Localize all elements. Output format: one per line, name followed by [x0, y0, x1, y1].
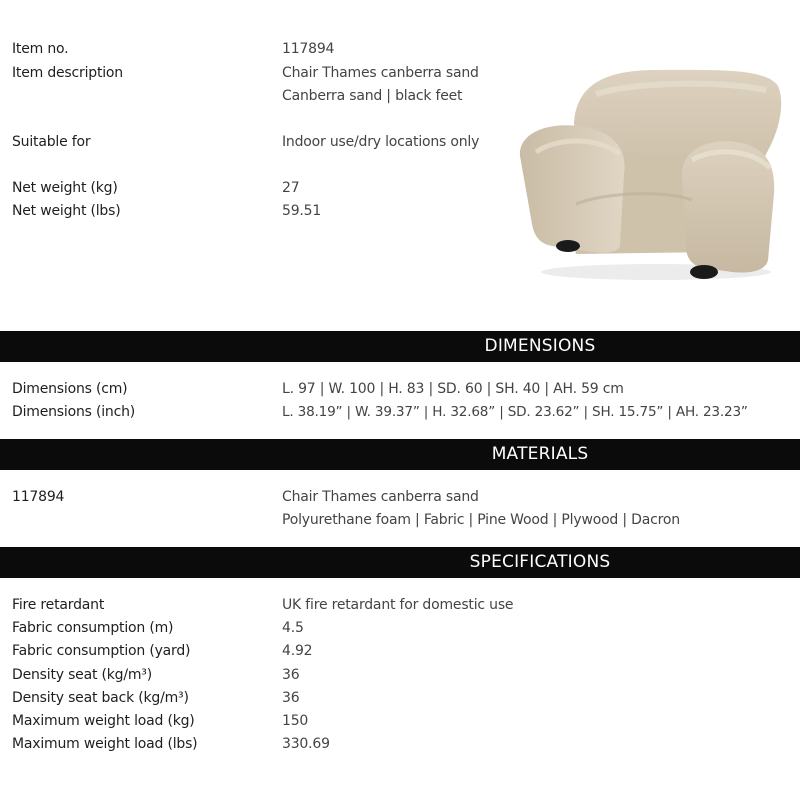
dimensions-inch-value: L. 38.19” | W. 39.37” | H. 32.68” | SD. 23.62” | SH. 15.75” | AH. 23.23” — [282, 404, 748, 420]
suitable-for-value: Indoor use/dry locations only — [282, 134, 480, 150]
spec-label: Maximum weight load (kg) — [12, 713, 195, 729]
spec-label: Fabric consumption (yard) — [12, 643, 191, 659]
net-weight-lbs-label: Net weight (lbs) — [12, 203, 121, 219]
spec-label: Density seat (kg/m³) — [12, 667, 152, 683]
product-image-chair — [516, 64, 786, 288]
net-weight-kg-label: Net weight (kg) — [12, 180, 118, 196]
dimensions-heading: DIMENSIONS — [484, 336, 596, 356]
spec-value: 150 — [282, 713, 309, 729]
net-weight-kg-value: 27 — [282, 180, 300, 196]
materials-item-no: 117894 — [12, 489, 65, 505]
item-description-line2: Canberra sand | black feet — [282, 88, 463, 104]
materials-header-bar — [0, 439, 800, 470]
specifications-heading: SPECIFICATIONS — [469, 552, 611, 572]
dimensions-cm-value: L. 97 | W. 100 | H. 83 | SD. 60 | SH. 40 | AH. 59 cm — [282, 381, 624, 397]
net-weight-lbs-value: 59.51 — [282, 203, 322, 219]
materials-heading: MATERIALS — [491, 444, 589, 464]
spec-value: 36 — [282, 690, 300, 706]
spec-value: 330.69 — [282, 736, 330, 752]
item-no-label: Item no. — [12, 41, 69, 57]
materials-line1: Chair Thames canberra sand — [282, 489, 479, 505]
spec-value: UK fire retardant for domestic use — [282, 597, 514, 613]
item-no-value: 117894 — [282, 41, 335, 57]
spec-value: 4.92 — [282, 643, 313, 659]
spec-label: Fabric consumption (m) — [12, 620, 174, 636]
spec-label: Maximum weight load (lbs) — [12, 736, 198, 752]
spec-value: 36 — [282, 667, 300, 683]
specifications-header-bar — [0, 547, 800, 578]
item-description-label: Item description — [12, 65, 123, 81]
item-description-line1: Chair Thames canberra sand — [282, 65, 479, 81]
spec-label: Density seat back (kg/m³) — [12, 690, 189, 706]
spec-label: Fire retardant — [12, 597, 105, 613]
dimensions-header-bar — [0, 331, 800, 362]
suitable-for-label: Suitable for — [12, 134, 91, 150]
dimensions-inch-label: Dimensions (inch) — [12, 404, 136, 420]
materials-line2: Polyurethane foam | Fabric | Pine Wood | Plywood | Dacron — [282, 512, 680, 528]
spec-value: 4.5 — [282, 620, 304, 636]
dimensions-cm-label: Dimensions (cm) — [12, 381, 128, 397]
